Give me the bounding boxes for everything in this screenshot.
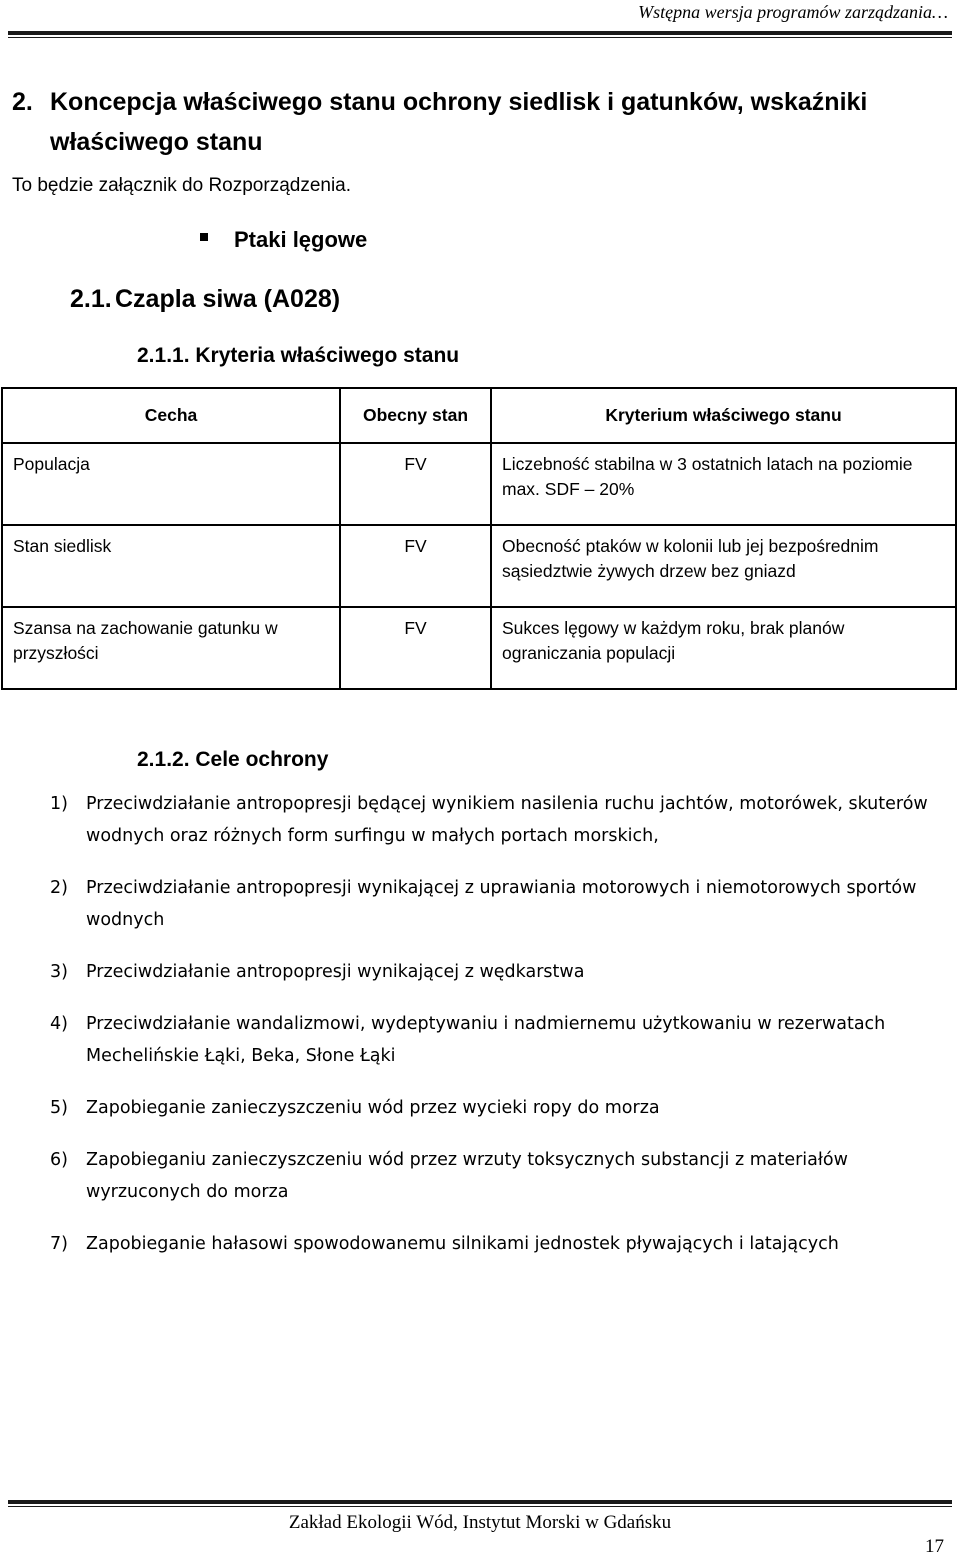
list-item-text: Przeciwdziałanie wandalizmowi, wydeptywaniu i nadmiernemu użytkowaniu w rezerwatach Mechelińskie Łąki, Beka, Słone Łąki [86,1014,886,1066]
list-item-number: 7) [50,1234,68,1254]
goals-list [50,788,940,1280]
list-item-number: 1) [50,794,68,814]
table-cell-feature [2,607,340,689]
running-header: Wstępna wersja programów zarządzania… [638,2,948,22]
cell-text: Stan siedlisk [13,536,112,556]
square-bullet-icon [200,233,208,241]
bullet-label: Ptaki lęgowe [234,227,368,252]
table-cell-criterion [491,525,956,607]
list-item [50,1008,940,1072]
footer-rule-thick [8,1500,952,1504]
table-header-cell: Kryterium właściwego stanu [491,388,956,443]
table-header-cell: Obecny stan [340,388,491,443]
list-item-text: Przeciwdziałanie antropopresji będącej wynikiem nasilenia ruchu jachtów, motorówek, skuterów wodnych oraz różnych form surfingu w małych portach morskich, [86,794,928,846]
cell-text: FV [404,454,427,474]
list-item-number: 6) [50,1150,68,1170]
table-row [2,607,956,689]
table-cell-state [340,607,491,689]
list-item-text: Zapobieganie hałasowi spowodowanemu silnikami jednostek pływających i latających [86,1234,839,1254]
footer-institution: Zakład Ekologii Wód, Instytut Morski w Gdańsku [288,1512,672,1533]
cell-text: Liczebność stabilna w 3 ostatnich latach na poziomie max. SDF – 20% [502,454,913,499]
list-item [50,956,940,988]
cell-text: Obecność ptaków w kolonii lub jej bezpośrednim sąsiedztwie żywych drzew bez gniazd [502,536,879,581]
table-cell-feature [2,443,340,525]
table-cell-feature [2,525,340,607]
subsection-title: Czapla siwa (A028) [115,285,341,313]
section-title: Koncepcja właściwego stanu ochrony siedlisk i gatunków, wskaźniki właściwego stanu [50,88,868,156]
section-heading [12,82,912,162]
cell-text: FV [404,618,427,638]
table-row [2,443,956,525]
table-header-cell: Cecha [2,388,340,443]
list-item-text: Przeciwdziałanie antropopresji wynikającej z wędkarstwa [86,962,585,982]
intro-text: To będzie załącznik do Rozporządzenia. [12,175,352,196]
header-rule-thick [8,31,952,35]
list-item-number: 5) [50,1098,68,1118]
list-item [50,1228,940,1260]
criteria-table [1,387,957,690]
cell-text: Szansa na zachowanie gatunku w przyszłości [13,618,278,663]
section-number: 2. [12,88,33,116]
list-item-text: Przeciwdziałanie antropopresji wynikającej z uprawiania motorowych i niemotorowych sportów wodnych [86,878,917,930]
cell-text: FV [404,536,427,556]
table-cell-criterion [491,443,956,525]
goals-heading: 2.1.2. Cele ochrony [137,748,329,771]
list-item-text: Zapobieganie zanieczyszczeniu wód przez wycieki ropy do morza [86,1098,660,1118]
list-item [50,1092,940,1124]
bullet-item [200,227,367,253]
header-rule-thin [8,37,952,38]
table-cell-criterion [491,607,956,689]
list-item-text: Zapobieganiu zanieczyszczeniu wód przez wrzuty toksycznych substancji z materiałów wyrzuconych do morza [86,1150,848,1202]
list-item-number: 3) [50,962,68,982]
list-item-number: 4) [50,1014,68,1034]
list-item [50,788,940,852]
subsection-number: 2.1. [70,285,112,313]
cell-text: Populacja [13,454,90,474]
list-item-number: 2) [50,878,68,898]
table-cell-state [340,443,491,525]
subsection-heading [70,285,340,314]
cell-text: Sukces lęgowy w każdym roku, brak planów ograniczania populacji [502,618,845,663]
footer-rule-thin [8,1506,952,1507]
table-cell-state [340,525,491,607]
list-item [50,1144,940,1208]
list-item [50,872,940,936]
table-row [2,525,956,607]
table-header-row [2,388,956,443]
criteria-heading: 2.1.1. Kryteria właściwego stanu [137,344,460,367]
page-number: 17 [925,1536,944,1557]
